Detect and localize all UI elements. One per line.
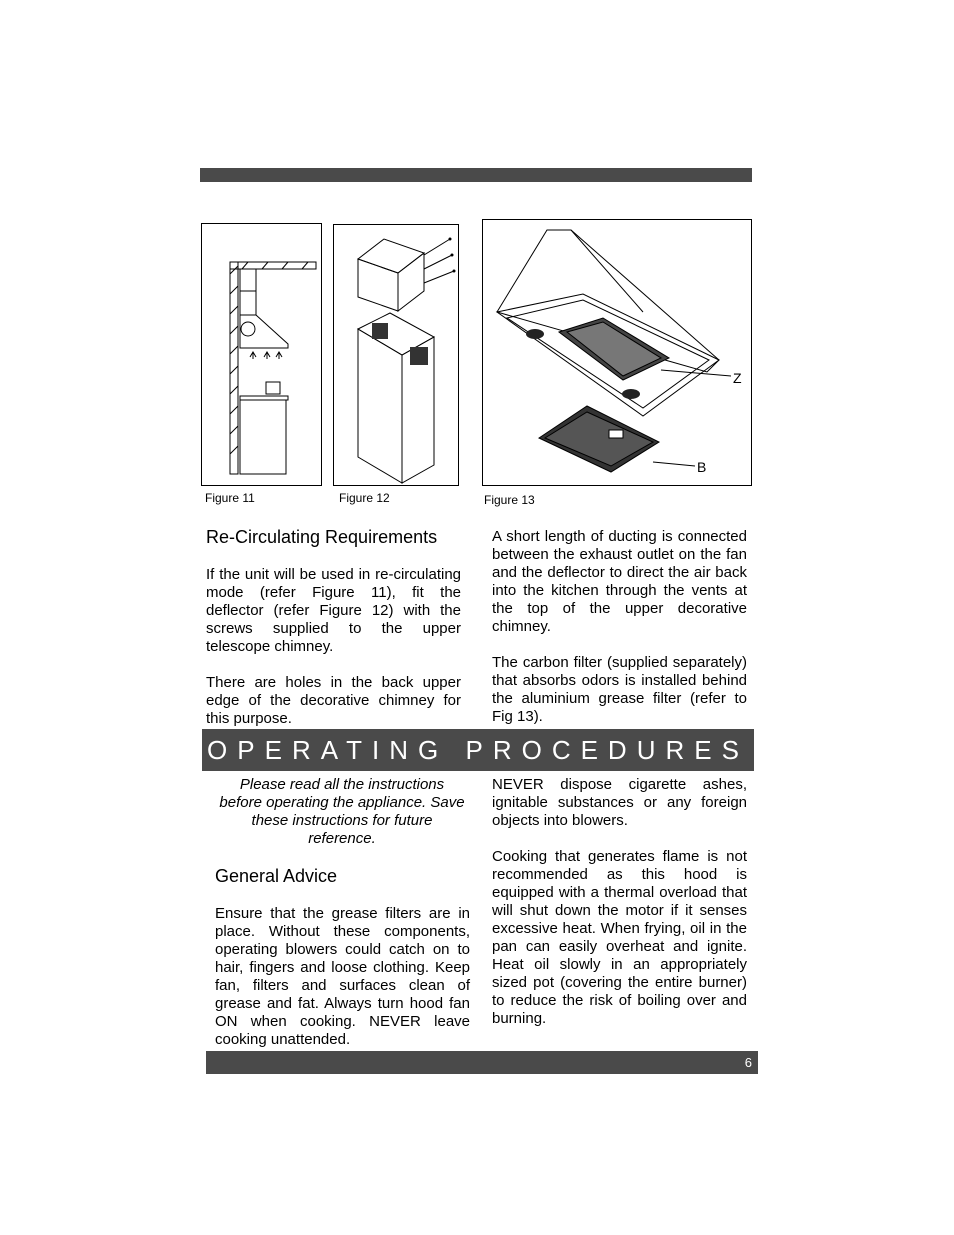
flame-warning-paragraph: Cooking that generates flame is not recommended as this hood is equipped with a thermal overload that will shut down the motor if it senses excessive heat. When frying, oil in the pan can easily overheat and ignite. Heat oil slowly in an appropriately sized pot (covering the entire burner) to reduce the risk of boiling over and burning. — [492, 848, 747, 1027]
general-advice-heading: General Advice — [215, 866, 338, 886]
recirculating-paragraph-2: There are holes in the back upper edge of the decorative chimney for this purpose. — [206, 674, 461, 727]
operating-procedures-banner: OPERATING PROCEDURES — [202, 729, 754, 771]
figure-13-image — [482, 219, 752, 486]
recirculating-left-text — [206, 566, 461, 728]
figure-13-caption: Figure 13 — [484, 493, 535, 507]
recirculating-paragraph-1: If the unit will be used in re-circulating mode (refer Figure 11), fit the deflector (refer Figure 12) with the screws supplied to the upper telescope chimney. — [206, 566, 461, 655]
operating-right-text — [492, 776, 747, 1028]
recirculating-right-text — [492, 528, 747, 726]
figure-12-image — [333, 224, 459, 486]
general-advice-paragraph: Ensure that the grease filters are in place. Without these components, operating blowers could catch on to hair, fingers and loose clothing. Keep fan, filters and surfaces clean of grease and fat. Always turn hood fan ON when cooking. NEVER leave cooking unattended. — [215, 905, 470, 1048]
figure-12-caption: Figure 12 — [339, 491, 390, 505]
blowers-warning-paragraph: NEVER dispose cigarette ashes, ignitable substances or any foreign objects into blowers. — [492, 776, 747, 829]
recirculating-heading: Re-Circulating Requirements — [206, 527, 438, 547]
figure-13-label-b: B — [697, 459, 707, 475]
figure-11-image — [201, 223, 322, 486]
footer-bar — [206, 1051, 758, 1074]
figure-13-label-z: Z — [733, 370, 742, 386]
ducting-paragraph: A short length of ducting is connected between the exhaust outlet on the fan and the deflector to direct the air back into the kitchen through the vents at the top of the upper decorative chimney. — [492, 528, 747, 635]
page-number: 6 — [744, 1055, 752, 1070]
figure-11-caption: Figure 11 — [205, 491, 255, 505]
top-header-bar — [200, 168, 752, 182]
instructions-note: Please read all the instructions before operating the appliance. Save these instructions for future reference. — [219, 776, 465, 847]
carbon-filter-paragraph: The carbon filter (supplied separately) that absorbs odors is installed behind the aluminium grease filter (refer to Fig 13). — [492, 654, 747, 725]
